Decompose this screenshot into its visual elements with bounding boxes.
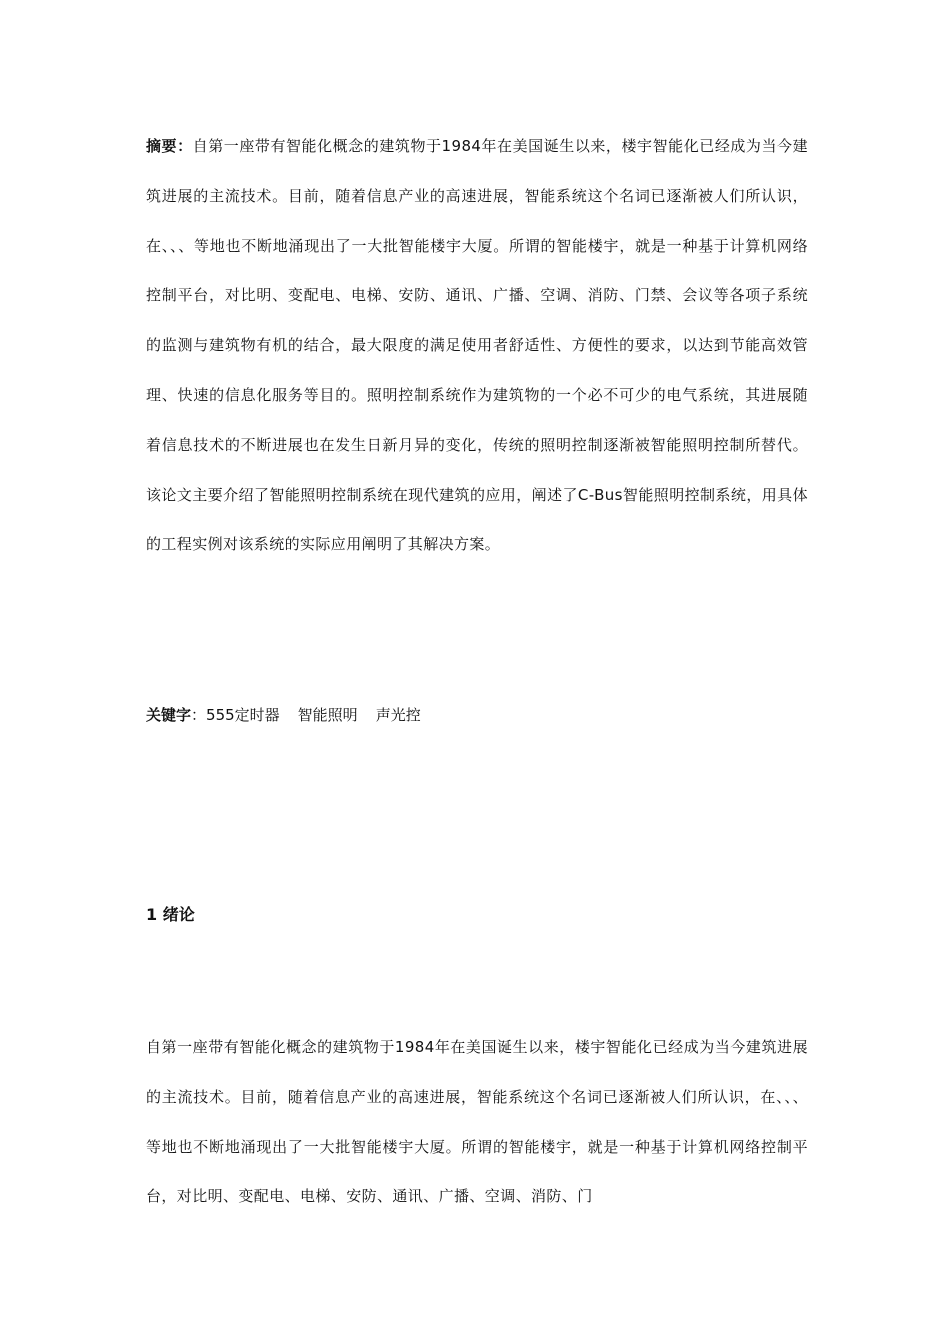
keyword-item: 声光控 xyxy=(375,706,421,724)
abstract-paragraph xyxy=(146,122,808,570)
section-body-paragraph: 自第一座带有智能化概念的建筑物于1984年在美国诞生以来，楼宇智能化已经成为当今建筑进展的主流技术。目前，随着信息产业的高速进展，智能系统这个名词已逐渐被人们所认识，在、、、等地也不断地涌现出了一大批智能楼宇大厦。所谓的智能楼宇，就是一种基于计算机网络控制平台，对比明、变配电、电梯、安防、通讯、广播、空调、消防、门 xyxy=(146,1038,808,1206)
keywords-colon: ： xyxy=(191,706,207,724)
keywords-line xyxy=(146,700,439,730)
keyword-item: 555定时器 xyxy=(206,706,280,724)
keywords-label: 关键字 xyxy=(146,706,192,724)
section-heading: 1 绪论 xyxy=(146,905,195,924)
keyword-item: 智能照明 xyxy=(297,706,358,724)
abstract-label: 摘要： xyxy=(146,137,193,155)
abstract-text: 自第一座带有智能化概念的建筑物于1984年在美国诞生以来，楼宇智能化已经成为当今建筑进展的主流技术。目前，随着信息产业的高速进展，智能系统这个名词已逐渐被人们所认识，在、、、等地也不断地涌现出了一大批智能楼宇大厦。所谓的智能楼宇，就是一种基于计算机网络控制平台，对比明、变配电、电梯、安防、通讯、广播、空调、消防、门禁、会议等各项子系统的监测与建筑物有机的结合，最大限度的满足使用者舒适性、方便性的要求，以达到节能高效管理、快速的信息化服务等目的。照明控制系统作为建筑物的一个必不可少的电气系统，其进展随着信息技术的不断进展也在发生日新月异的变化，传统的照明控制逐渐被智能照明控制所替代。该论文主要介绍了智能照明控制系统在现代建筑的应用，阐述了C-Bus智能照明控制系统，用具体的工程实例对该系统的实际应用阐明了其解决方案。 xyxy=(146,137,809,554)
